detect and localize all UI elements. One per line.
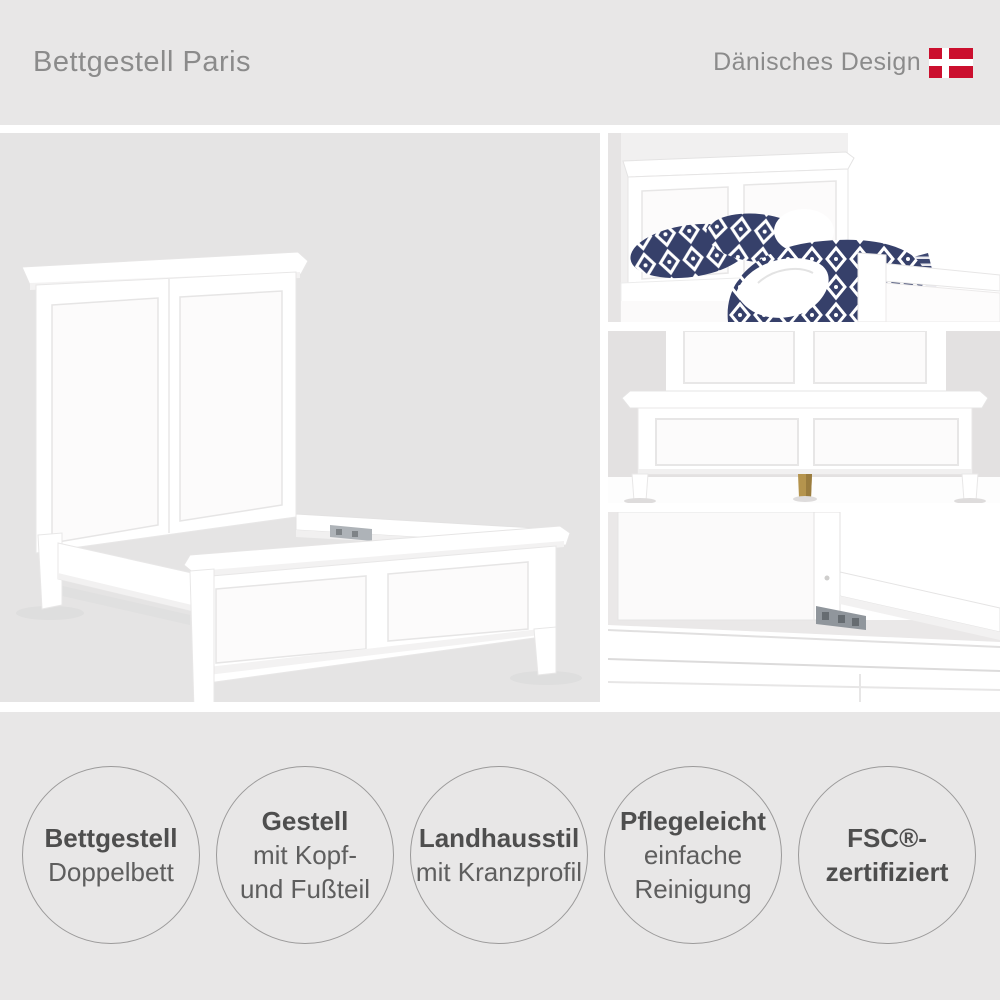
badge-landhausstil: Landhausstil mit Kranzprofil xyxy=(410,766,588,944)
photo-footboard-front xyxy=(608,331,1000,503)
badge-pflegeleicht: Pflegeleicht einfache Reinigung xyxy=(604,766,782,944)
photo3-post xyxy=(814,512,840,620)
header-band xyxy=(0,0,1000,125)
bed-frame-illustration xyxy=(0,133,600,702)
footboard xyxy=(184,526,570,702)
photo-bed-with-bedding xyxy=(608,133,1000,322)
denmark-flag-icon xyxy=(929,48,973,78)
photo-frame-corner-detail xyxy=(608,512,1000,702)
badge-fsc: FSC®- zertifiziert xyxy=(798,766,976,944)
feature-badges xyxy=(22,766,976,944)
badge-bettgestell: Bettgestell Doppelbett xyxy=(22,766,200,944)
brand-label: Dänisches Design xyxy=(713,48,921,76)
page-title: Bettgestell Paris xyxy=(33,46,252,78)
detail-gallery xyxy=(608,133,1000,702)
badge-gestell: Gestell mit Kopf- und Fußteil xyxy=(216,766,394,944)
main-product-image xyxy=(0,133,600,702)
photo2-headboard xyxy=(666,331,946,391)
brand-area xyxy=(713,48,973,78)
feature-band xyxy=(0,712,1000,1000)
